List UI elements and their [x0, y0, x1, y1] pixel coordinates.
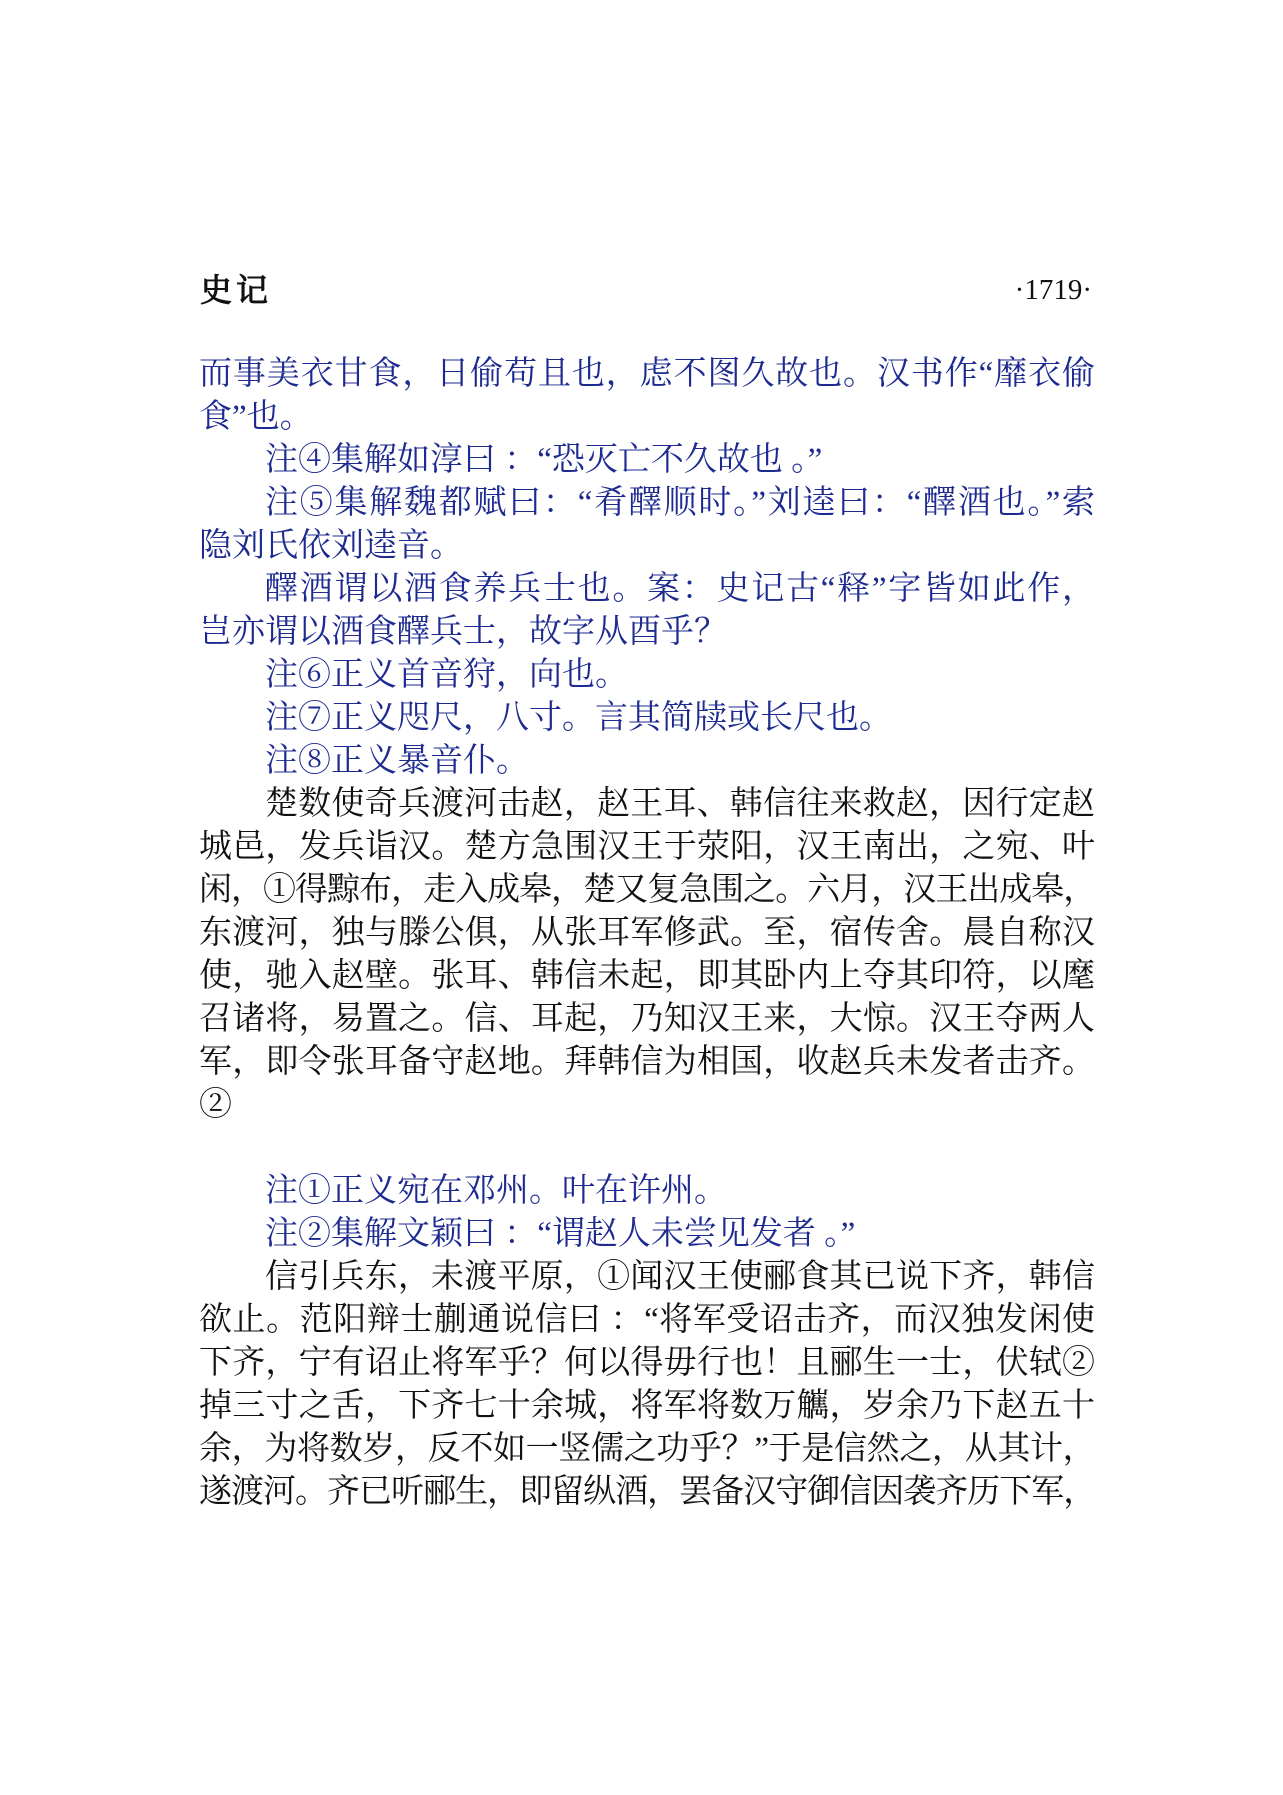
commentary-line: 而事美衣甘食，日偷苟且也，虑不图久故也。汉书作“靡衣偷	[199, 356, 1095, 392]
main-text-paragraph	[199, 1256, 1095, 1514]
note-line: 注⑥正义首音狩，向也。	[265, 657, 628, 693]
main-text-line: 城邑，发兵诣汉。楚方急围汉王于荥阳，汉王南出，之宛、叶	[199, 829, 1095, 865]
note-line: 隐刘氏依刘逵音。	[199, 528, 463, 564]
note-line: 注④集解如淳曰 ：“恐灭亡不久故也 。”	[265, 442, 823, 478]
note-line: 注①正义宛在邓州。叶在许州。	[265, 1173, 727, 1209]
main-text-line: 军，即令张耳备守赵地。拜韩信为相国，收赵兵未发者击齐。	[199, 1044, 1095, 1080]
main-text-line: 使，驰入赵壁。张耳、韩信未起，即其卧内上夺其印符，以麾	[199, 958, 1095, 994]
note-paragraph	[199, 1170, 1095, 1213]
note-paragraph	[199, 568, 1095, 654]
note-paragraph	[199, 697, 1095, 740]
note-paragraph	[199, 654, 1095, 697]
main-text-line: 楚数使奇兵渡河击赵，赵王耳、韩信往来救赵，因行定赵	[265, 786, 1095, 822]
page-body	[199, 353, 1095, 1514]
note-paragraph	[199, 1213, 1095, 1256]
commentary-paragraph	[199, 353, 1095, 439]
note-line: 注⑦正义咫尺，八寸。言其简牍或长尺也。	[265, 700, 892, 736]
main-text-line: 欲止。范阳辩士蒯通说信曰 ：“将军受诏击齐，而汉独发闲使	[199, 1302, 1095, 1338]
commentary-line: 食”也。	[199, 399, 313, 435]
main-text-line: 信引兵东，未渡平原，①闻汉王使郦食其已说下齐，韩信	[265, 1259, 1095, 1295]
main-text-line: 掉三寸之舌，下齐七十余城，将军将数万觽，岁余乃下赵五十	[199, 1388, 1095, 1424]
page-number: ·1719·	[1014, 274, 1092, 306]
main-text-line: ②	[199, 1087, 232, 1123]
note-line: 醳酒谓以酒食养兵士也。案：史记古“释”字皆如此作，	[265, 571, 1095, 607]
paragraph-gap	[199, 1127, 1095, 1170]
note-line: 注⑧正义暴音仆。	[265, 743, 529, 779]
running-head	[200, 268, 1092, 312]
book-title: 史记	[200, 272, 273, 308]
main-text-line: 下齐，宁有诏止将军乎？何以得毋行也！且郦生一士，伏轼②	[199, 1345, 1095, 1381]
main-text-line: 东渡河，独与滕公俱，从张耳军修武。至，宿传舍。晨自称汉	[199, 915, 1095, 951]
note-paragraph	[199, 482, 1095, 568]
main-text-paragraph	[199, 783, 1095, 1127]
main-text-line: 余，为将数岁，反不如一竖儒之功乎？”于是信然之，从其计，	[199, 1431, 1095, 1467]
note-paragraph	[199, 740, 1095, 783]
note-line: 注⑤集解魏都赋曰：“肴醳顺时。”刘逵曰：“醳酒也。”索	[265, 485, 1095, 521]
main-text-line: 遂渡河。齐已听郦生，即留纵酒，罢备汉守御信因袭齐历下军，	[199, 1474, 1095, 1510]
main-text-line: 闲，①得黥布，走入成皋，楚又复急围之。六月，汉王出成皋，	[199, 872, 1095, 908]
note-line: 注②集解文颖曰 ：“谓赵人未尝见发者 。”	[265, 1216, 856, 1252]
note-line: 岂亦谓以酒食醳兵士，故字从酉乎？	[199, 614, 727, 650]
main-text-line: 召诸将，易置之。信、耳起，乃知汉王来，大惊。汉王夺两人	[199, 1001, 1095, 1037]
note-paragraph	[199, 439, 1095, 482]
